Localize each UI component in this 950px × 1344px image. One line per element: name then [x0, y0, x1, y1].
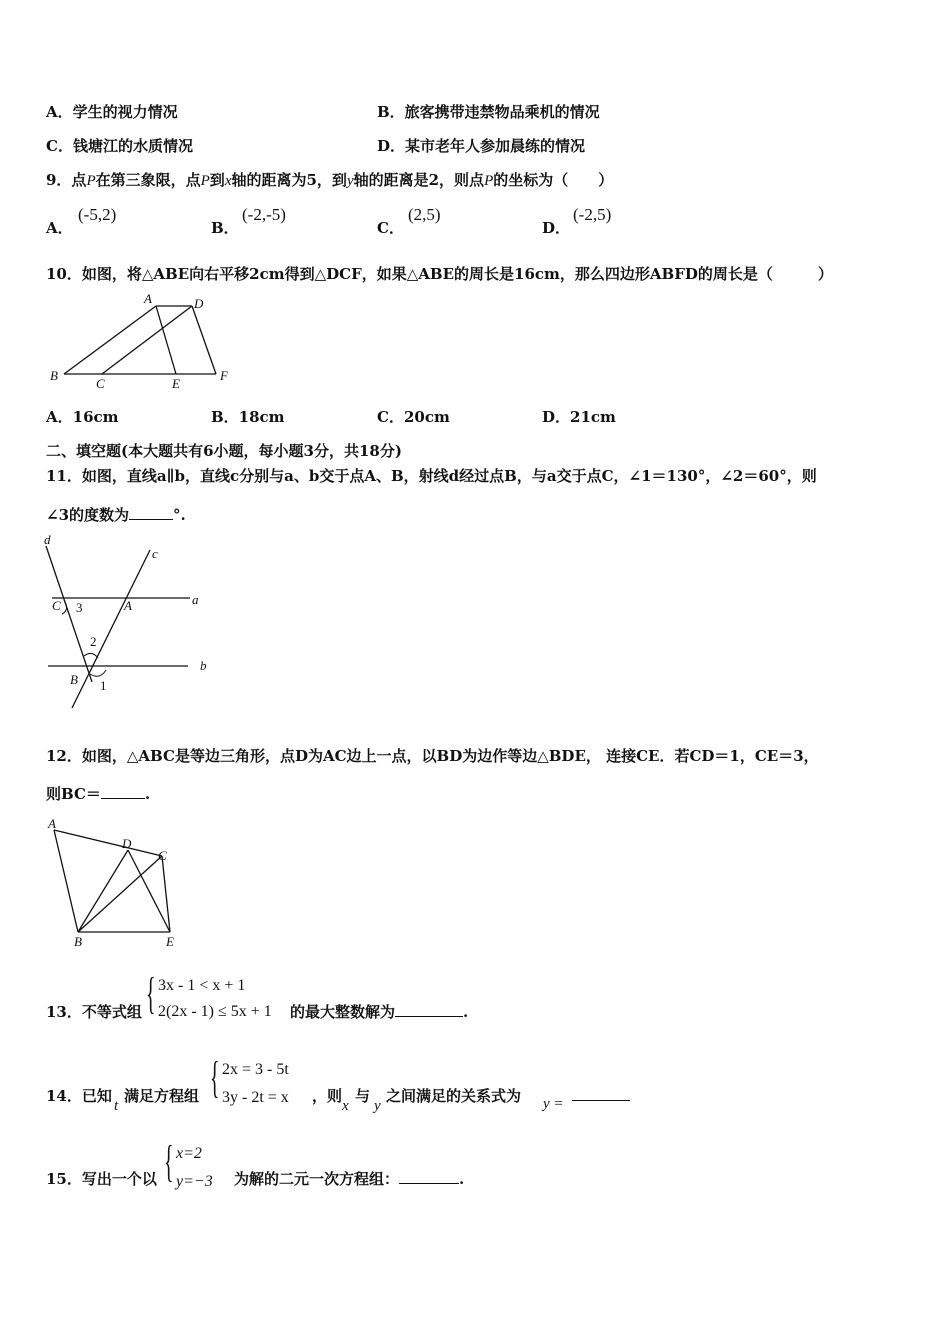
q12-line-ce	[162, 856, 170, 932]
q13-answer-blank	[395, 1002, 463, 1017]
q11-angle3-arc	[62, 600, 67, 614]
q14-var-y: y	[374, 1098, 381, 1114]
q14-answer-blank	[572, 1086, 630, 1101]
q11-text: ∠3的度数为	[46, 506, 130, 524]
q9-opt-d-label: D．	[542, 219, 571, 237]
q11-label-d: d	[44, 532, 51, 547]
q11-label-a: a	[192, 592, 199, 607]
q11-angle2-arc	[84, 653, 98, 658]
q14-and: 与	[355, 1087, 371, 1105]
q12-answer-blank	[101, 784, 145, 799]
q11-label-point-a: A	[124, 598, 132, 613]
q9-opt-b-label: B．	[211, 219, 239, 237]
q9-text: 到	[209, 171, 225, 189]
q8-option-b: B．旅客携带违禁物品乘机的情况	[377, 103, 600, 121]
q13-text: 的最大整数解为	[290, 1003, 396, 1021]
q8-option-c: C．钱塘江的水质情况	[46, 137, 193, 155]
q14-prefix: 14．已知	[46, 1087, 112, 1105]
q10-stem: 10．如图，将△ABE向右平移2cm得到△DCF，如果△ABE的周长是16cm，那么四边形ABFD的周长是（ ）	[46, 265, 833, 283]
q15-suffix	[234, 1169, 464, 1189]
q12-line-bc	[78, 856, 162, 932]
q12-line1: 12．如图，△ABC是等边三角形，点D为AC边上一点，以BD为边作等边△BDE， 连接CE．若CD＝1，CE＝3，	[46, 747, 819, 765]
q10-opt-b: B．18cm	[211, 408, 285, 426]
q13-text-end: .	[463, 1003, 469, 1021]
q14-var-x: x	[342, 1098, 349, 1114]
q12-text: 则BC＝	[46, 785, 101, 803]
q15-eq2: y=−3	[176, 1173, 213, 1190]
q15-answer-blank	[399, 1169, 459, 1184]
q9-var-p: P	[86, 173, 96, 189]
q11-label-point-c: C	[52, 598, 61, 613]
q11-angle1-arc	[90, 670, 106, 676]
q14-mid: 满足方程组	[124, 1087, 200, 1105]
q9-opt-d-value: (-2,5)	[573, 205, 612, 224]
q9-opt-c-label: C．	[377, 219, 404, 237]
q11-line2	[46, 505, 186, 525]
q9-opt-c-value: (2,5)	[408, 205, 441, 224]
q14-then: ，则	[312, 1087, 343, 1105]
q14-answer-lhs: y =	[543, 1096, 564, 1112]
q15-brace: {	[164, 1137, 174, 1186]
q9-opt-a-label: A．	[46, 219, 73, 237]
q11-label-2: 2	[90, 634, 97, 649]
q15-text-end: .	[459, 1170, 465, 1188]
q11-line1: 11．如图，直线a∥b，直线c分别与a、b交于点A、B，射线d经过点B，与a交于点C，∠1＝130°，∠2＝60°，则	[46, 467, 817, 485]
q14-var-t: t	[114, 1098, 119, 1114]
q11-figure	[40, 532, 220, 712]
q9-text: 轴的距离是2，则点	[353, 171, 485, 189]
q10-label-b: B	[50, 368, 58, 383]
q10-opt-d: D．21cm	[542, 408, 616, 426]
q12-figure	[46, 816, 196, 952]
q10-label-f: F	[220, 368, 228, 383]
q12-label-c: C	[158, 848, 167, 863]
q14-brace: {	[210, 1053, 220, 1102]
q10-line-cd	[102, 306, 192, 374]
q12-label-a: A	[48, 816, 56, 831]
q10-figure	[46, 292, 246, 392]
q11-line-c	[72, 550, 150, 708]
q11-label-c: c	[152, 546, 158, 561]
q9-opt-a-value: (-5,2)	[78, 205, 117, 224]
q12-text-end: .	[144, 785, 151, 803]
q12-label-b: B	[74, 934, 82, 949]
q9-text: 的坐标为（ ）	[493, 171, 614, 189]
q15-prefix: 15．写出一个以	[46, 1170, 157, 1188]
q9-stem	[46, 170, 613, 191]
q11-label-3: 3	[76, 600, 83, 615]
q13-eq2: 2(2x - 1) ≤ 5x + 1	[158, 1003, 272, 1020]
q11-label-b: b	[200, 658, 207, 673]
q12-line2	[46, 784, 150, 804]
q12-line-ab	[54, 830, 78, 932]
q12-line-ac	[54, 830, 162, 856]
q9-var-p: P	[484, 173, 494, 189]
q13-prefix: 13．不等式组	[46, 1003, 142, 1021]
q14-eq1: 2x = 3 - 5t	[222, 1061, 289, 1078]
q11-label-point-b: B	[70, 672, 78, 687]
q10-line-df	[192, 306, 216, 374]
q10-line-ae	[156, 306, 176, 374]
q10-label-c: C	[96, 376, 105, 391]
q10-opt-c: C．20cm	[377, 408, 450, 426]
q11-answer-blank	[129, 505, 173, 520]
q11-text-end: °.	[173, 506, 186, 524]
q12-line-bd	[78, 850, 128, 932]
q9-var-x: x	[224, 173, 232, 189]
q10-label-a: A	[144, 291, 152, 306]
q13-brace: {	[146, 969, 156, 1018]
q13-suffix	[290, 1002, 468, 1022]
q13-eq1: 3x - 1 < x + 1	[158, 977, 246, 994]
q9-var-p: P	[200, 173, 210, 189]
q10-label-d: D	[194, 296, 204, 311]
q10-opt-a: A．16cm	[46, 408, 119, 426]
q12-label-d: D	[122, 836, 132, 851]
q9-text: 轴的距离为5，到	[231, 171, 347, 189]
q8-option-a: A．学生的视力情况	[46, 103, 178, 121]
q11-label-1: 1	[100, 678, 107, 693]
section-heading: 二、填空题(本大题共有6小题，每小题3分，共18分)	[46, 442, 402, 460]
q8-option-d: D．某市老年人参加晨练的情况	[377, 137, 586, 155]
q14-eq2: 3y - 2t = x	[222, 1089, 289, 1106]
q15-eq1: x=2	[176, 1145, 202, 1162]
q9-text: 在第三象限，点	[95, 171, 201, 189]
q9-text: 9．点	[46, 171, 87, 189]
q12-label-e: E	[166, 934, 174, 949]
q9-opt-b-value: (-2,-5)	[242, 205, 286, 224]
q11-ray-d	[46, 546, 92, 682]
q9-var-y: y	[346, 173, 354, 189]
q14-rel: 之间满足的关系式为	[386, 1087, 522, 1105]
q15-text: 为解的二元一次方程组：	[234, 1170, 400, 1188]
q10-label-e: E	[172, 376, 180, 391]
q10-line-ba	[64, 306, 156, 374]
